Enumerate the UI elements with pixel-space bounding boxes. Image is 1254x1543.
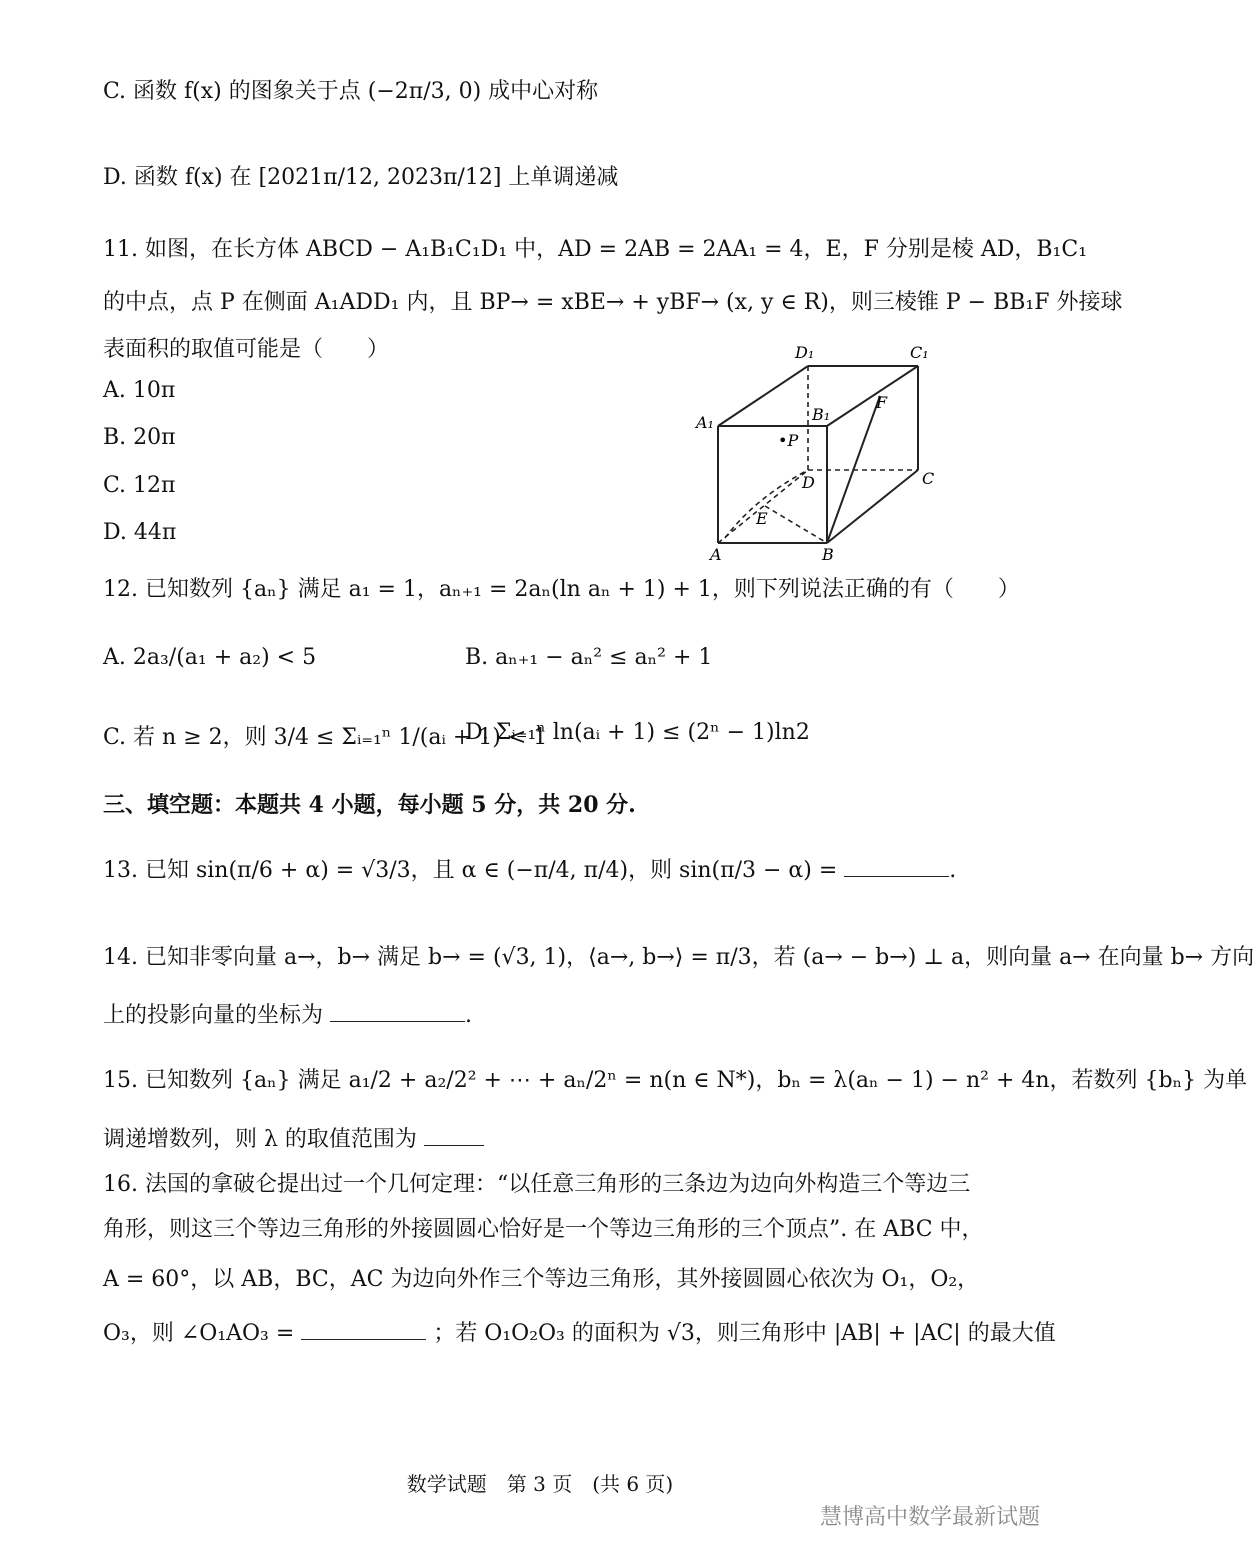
label-d: D: [802, 473, 815, 492]
q12-option-a: A. 2a₃/(a₁ + a₂) < 5: [103, 645, 317, 670]
label-c: C: [922, 469, 935, 488]
q16-line-3: A = 60°，以 AB，BC，AC 为边向外作三个等边三角形，其外接圆圆心依次为 O₁，O₂，: [103, 1267, 980, 1292]
label-f: F: [876, 393, 888, 412]
label-a: A: [710, 545, 722, 564]
section-3-heading: 三、填空题：本题共 4 小题，每小题 5 分，共 20 分.: [103, 792, 636, 818]
q16-line-4: [103, 1316, 1056, 1347]
label-d1: D₁: [795, 343, 815, 362]
q10-option-d: D. 函数 f(x) 在 [2021π/12, 2023π/12] 上单调递减: [103, 165, 619, 190]
page-footer: 数学试题 第 3 页 (共 6 页): [406, 1472, 674, 1496]
watermark: 慧博高中数学最新试题: [819, 1505, 1040, 1530]
q11-option-c: C. 12π: [103, 473, 176, 498]
label-a1: A₁: [696, 413, 714, 432]
q15-line-2: [103, 1122, 484, 1153]
q14-line-1: 14. 已知非零向量 a→，b→ 满足 b→ = (√3, 1)，⟨a→, b→⟩ = π/3，若 (a→ − b→) ⊥ a，则向量 a→ 在向量 b→ 方向: [103, 945, 1254, 970]
q13: 13. 已知 sin(π/6 + α) = √3/3，且 α ∈ (−π/4, π/4)，则 sin(π/3 − α) = .: [103, 858, 957, 883]
q12-option-b: B. aₙ₊₁ − aₙ² ≤ aₙ² + 1: [465, 645, 713, 670]
q16-line-2: 角形，则这三个等边三角形的外接圆圆心恰好是一个等边三角形的三个顶点”. 在 ABC 中，: [103, 1217, 984, 1242]
q16-answer-blank-1[interactable]: [301, 1338, 426, 1340]
cuboid-figure: [690, 338, 950, 563]
q14-line-2: 上的投影向量的坐标为 .: [103, 1003, 473, 1028]
q11-line-1: 11. 如图，在长方体 ABCD − A₁B₁C₁D₁ 中，AD = 2AB = 2AA₁ = 4，E，F 分别是棱 AD，B₁C₁: [103, 237, 1088, 262]
label-p: •P: [778, 431, 799, 450]
q15-answer-blank[interactable]: [424, 1144, 484, 1146]
q15-line-1: 15. 已知数列 {aₙ} 满足 a₁/2 + a₂/2² + ⋯ + aₙ/2ⁿ = n(n ∈ N*)，bₙ = λ(aₙ − 1) − n² + 4n，若数列 {bₙ} 为单: [103, 1068, 1248, 1093]
q12-option-d: D. Σᵢ₌₁ⁿ ln(aᵢ + 1) ≤ (2ⁿ − 1)ln2: [465, 720, 810, 745]
q11-option-d: D. 44π: [103, 520, 177, 545]
label-e: E: [756, 509, 768, 528]
q11-option-b: B. 20π: [103, 425, 176, 450]
label-b1: B₁: [812, 405, 831, 424]
q14-text: 上的投影向量的坐标为: [103, 1003, 324, 1028]
q15-text: 调递增数列，则 λ 的取值范围为: [103, 1127, 417, 1152]
q16-text-b: ；若 O₁O₂O₃ 的面积为 √3，则三角形中 |AB| + |AC| 的最大值: [433, 1321, 1056, 1346]
q12-option-c: C. 若 n ≥ 2，则 3/4 ≤ Σᵢ₌₁ⁿ 1/(aᵢ + 1) < 1: [103, 725, 548, 750]
q10-option-c: C. 函数 f(x) 的图象关于点 (−2π/3, 0) 成中心对称: [103, 79, 599, 104]
q13-text: 13. 已知 sin(π/6 + α) = √3/3，且 α ∈ (−π/4, π/4)，则 sin(π/3 − α) =: [103, 858, 838, 883]
q13-answer-blank[interactable]: [844, 875, 949, 877]
label-c1: C₁: [910, 343, 929, 362]
q16-line-1: 16. 法国的拿破仑提出过一个几何定理：“以任意三角形的三条边为边向外构造三个等边三: [103, 1172, 971, 1197]
label-b: B: [822, 545, 834, 564]
q16-text-a: O₃，则 ∠O₁AO₃ =: [103, 1321, 295, 1346]
q11-line-2: 的中点，点 P 在侧面 A₁ADD₁ 内，且 BP→ = xBE→ + yBF→ (x, y ∈ R)，则三棱锥 P − BB₁F 外接球: [103, 290, 1123, 315]
q11-option-a: A. 10π: [103, 378, 176, 403]
q11-line-3: 表面积的取值可能是（ ）: [103, 337, 390, 362]
q14-answer-blank[interactable]: [330, 1020, 465, 1022]
q12-stem: 12. 已知数列 {aₙ} 满足 a₁ = 1，aₙ₊₁ = 2aₙ(ln aₙ + 1) + 1，则下列说法正确的有（ ）: [103, 577, 1020, 602]
